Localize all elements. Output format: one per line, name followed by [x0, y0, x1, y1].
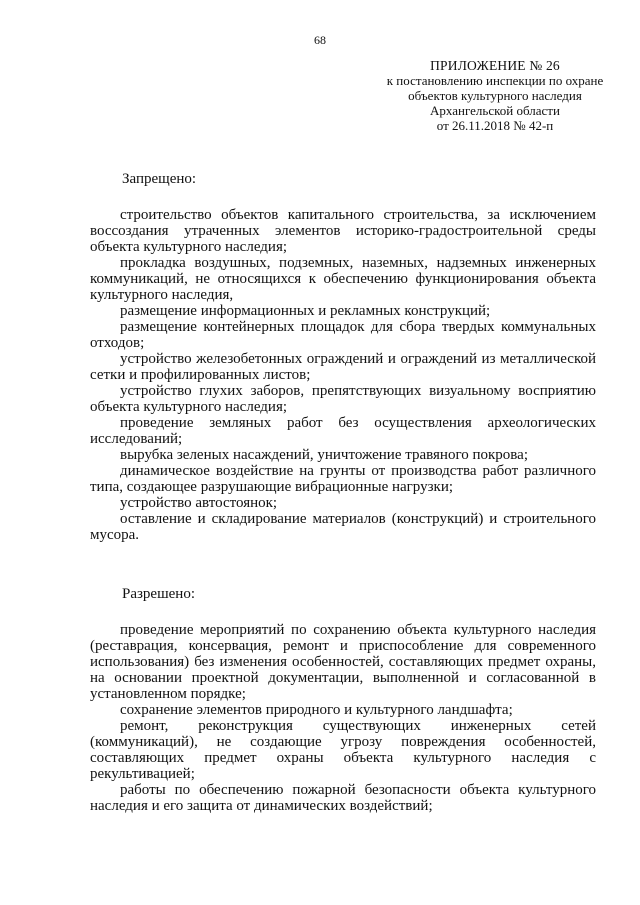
- permitted-item: работы по обеспечению пожарной безопасности объекта культурного наследия и его защита от динамических воздействий;: [90, 782, 596, 814]
- permitted-item: проведение мероприятий по сохранению объекта культурного наследия (реставрация, консервация, ремонт и приспособление для современного использования) без изменения особенностей, составляющих предмет охраны, на основании проектной документации, выполненной и согласованной в установленном порядке;: [90, 622, 596, 702]
- prohibited-item: строительство объектов капитального строительства, за исключением воссоздания утраченных элементов историко-градостроительной среды объекта культурного наследия;: [90, 207, 596, 255]
- permitted-item: сохранение элементов природного и культурного ландшафта;: [120, 702, 513, 718]
- prohibited-item: устройство глухих заборов, препятствующих визуальному восприятию объекта культурного наследия;: [90, 383, 596, 415]
- prohibited-item: динамическое воздействие на грунты от производства работ различного типа, создающее разрушающие вибрационные нагрузки;: [90, 463, 596, 495]
- page-number: 68: [314, 33, 326, 47]
- prohibited-item: устройство автостоянок;: [120, 495, 278, 511]
- prohibited-item: вырубка зеленых насаждений, уничтожение травяного покрова;: [120, 447, 528, 463]
- appendix-line: к постановлению инспекции по охране: [386, 73, 604, 88]
- prohibited-item: оставление и складирование материалов (конструкций) и строительного мусора.: [90, 511, 596, 543]
- permitted-item: ремонт, реконструкция существующих инженерных сетей (коммуникаций), не создающие угрозу повреждения особенностей, составляющих предмет охраны объекта культурного наследия с рекультивацией;: [90, 718, 596, 782]
- prohibited-item: размещение контейнерных площадок для сбора твердых коммунальных отходов;: [90, 319, 596, 351]
- prohibited-item: прокладка воздушных, подземных, наземных, надземных инженерных коммуникаций, не относящихся к обеспечению функционирования объекта культурного наследия,: [90, 255, 596, 303]
- appendix-title: ПРИЛОЖЕНИЕ № 26: [430, 58, 560, 73]
- prohibited-item: проведение земляных работ без осуществления археологических исследований;: [90, 415, 596, 447]
- permitted-list: [90, 622, 596, 814]
- appendix-line: объектов культурного наследия: [408, 88, 582, 103]
- prohibited-list: [90, 207, 596, 543]
- prohibited-item: устройство железобетонных ограждений и ограждений из металлической сетки и профилированных листов;: [90, 351, 596, 383]
- appendix-line: Архангельской области: [430, 103, 560, 118]
- prohibited-item: размещение информационных и рекламных конструкций;: [120, 303, 491, 319]
- appendix-line: от 26.11.2018 № 42-п: [436, 118, 554, 133]
- permitted-heading: Разрешено:: [122, 586, 195, 602]
- appendix-header: [380, 58, 610, 133]
- prohibited-heading: Запрещено:: [122, 171, 197, 187]
